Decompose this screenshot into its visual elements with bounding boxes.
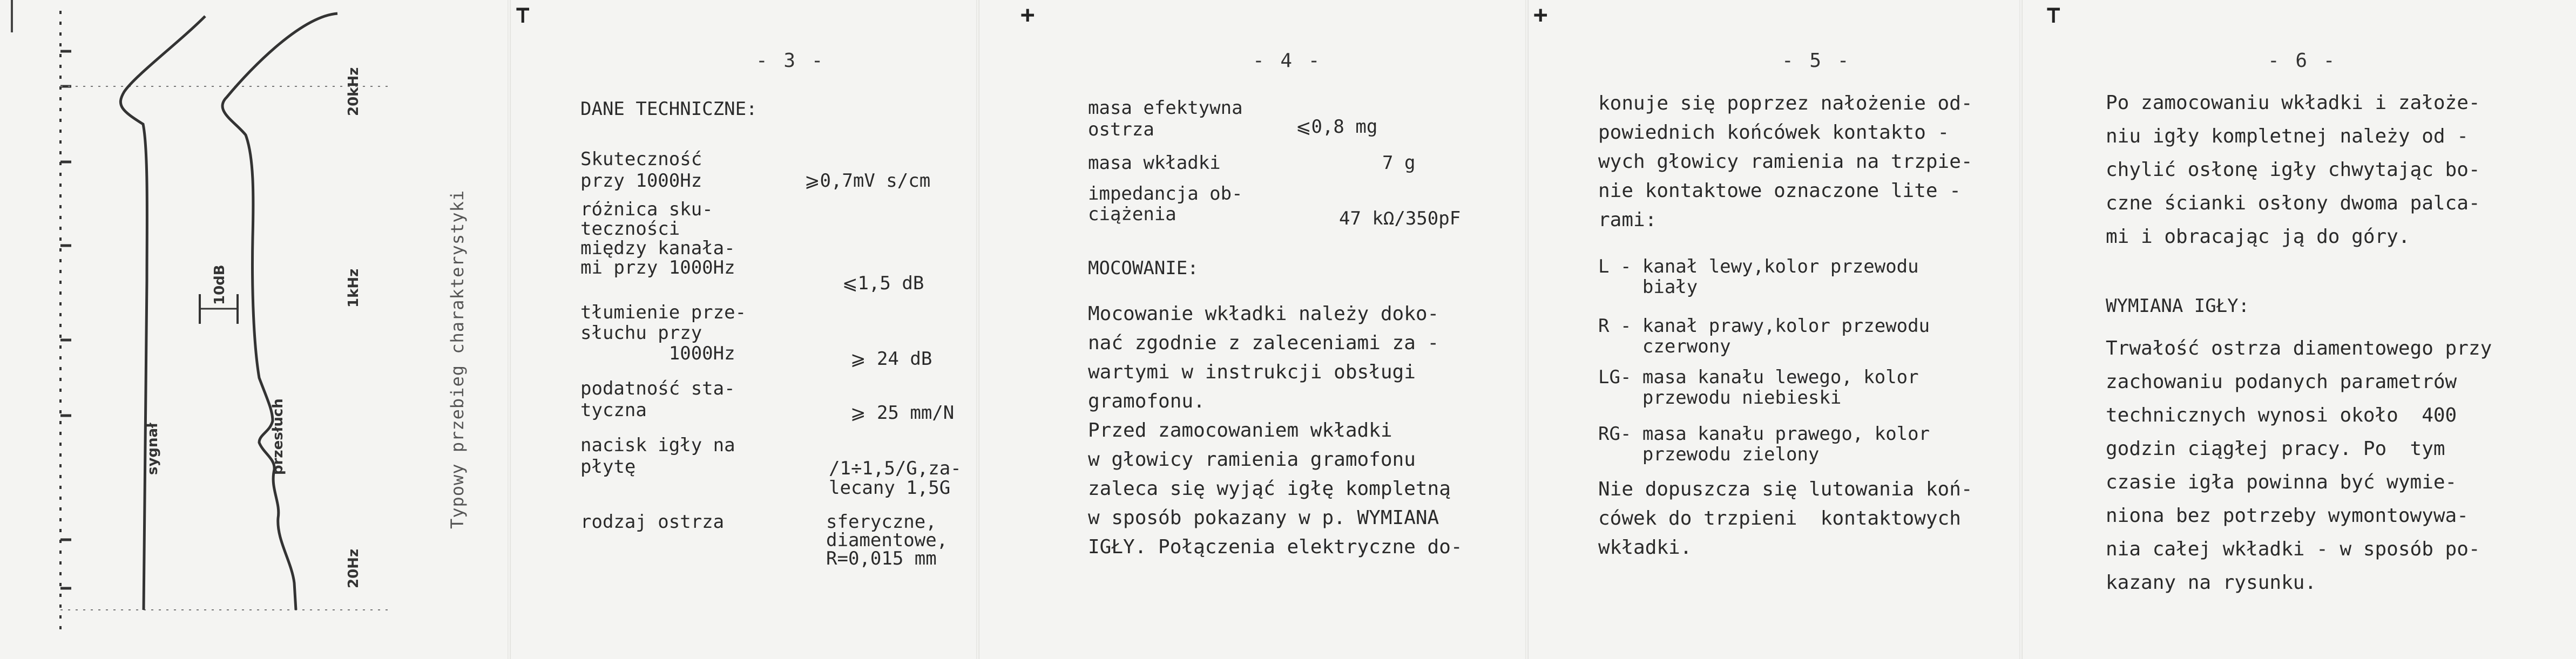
corner-mark: + <box>1020 1 1035 29</box>
spec-label: nacisk igły na płytę <box>580 434 735 478</box>
chart-caption: Typowy przebieg charakterystyki <box>447 189 468 529</box>
crosstalk-curve-label: przesłuch <box>270 398 286 475</box>
pin-list-item: L - kanał lewy,kolor przewodu biały <box>1598 256 1919 298</box>
spec-value: ⩽0,8 mg <box>1296 116 1378 138</box>
pin-list-item: RG- masa kanału prawego, kolor przewodu zielony <box>1598 423 1930 465</box>
freq-1khz-label: 1kHz <box>346 268 362 308</box>
fold-line <box>976 0 979 659</box>
mounting-followup-text: Po zamocowaniu wkładki i założe- niu igły kompletnej należy od - chylić osłonę igły chwytając bo- czne ścianki osłony dwoma palca- mi i obracając ją do góry. <box>2106 92 2480 248</box>
spec-label: impedancja ob- ciążenia <box>1088 183 1243 225</box>
spec-value: 7 g <box>1382 152 1416 174</box>
spec-value: /1÷1,5/G,za- lecany 1,5G <box>829 458 962 499</box>
connection-intro-text: konuje się poprzez nałożenie od- powiednich końcówek kontakto - wych głowicy ramienia na trzpie- nie kontaktowe oznaczone lite - rami: <box>1598 92 1973 231</box>
scale-10db-label: 10dB <box>212 264 228 305</box>
crosstalk-curve <box>222 13 337 610</box>
spec-label: tłumienie prze- słuchu przy 1000Hz <box>580 302 747 364</box>
needle-lifetime-text: Trwałość ostrza diamentowego przy zachowaniu podanych parametrów technicznych wynosi około 400 godzin ciągłej pracy. Po tym czasie igła powinna być wymie- niona bez potrzeby wymontowywa- nia całej wkładki - w sposób po- kazany na rysunku. <box>2106 337 2492 594</box>
section-heading-needle-replacement: WYMIANA IGŁY: <box>2106 295 2250 317</box>
spec-label: rodzaj ostrza <box>580 511 725 533</box>
pin-list-item: LG- masa kanału lewego, kolor przewodu niebieski <box>1598 366 1919 409</box>
spec-value: ⩾0,7mV s/cm <box>804 170 931 192</box>
freq-20hz-label: 20Hz <box>346 548 362 588</box>
corner-mark: + <box>1533 1 1548 29</box>
corner-mark: ⊤ <box>516 1 530 29</box>
spec-value: sferyczne, diamentowe, R=0,015 mm <box>826 511 948 569</box>
fold-line <box>2019 0 2023 659</box>
response-chart <box>0 0 508 659</box>
signal-curve-label: sygnał <box>145 423 161 475</box>
corner-mark: ⊤ <box>2046 1 2061 29</box>
spec-value: ⩽1,5 dB <box>842 273 924 294</box>
mounting-text: Mocowanie wkładki należy doko- nać zgodnie z zaleceniami za - wartymi w instrukcji obsługi gramofonu. Przed zamocowaniem wkładki w głowicy ramienia gramofonu zaleca się wyjąć igłę kompletną w sposób pokazany w p. WYMIANA IGŁY. Połączenia elektryczne do- <box>1088 303 1463 558</box>
spec-label: różnica sku- teczności między kanała- mi przy 1000Hz <box>580 199 735 278</box>
spec-value: ⩾ 25 mm/N <box>850 402 955 424</box>
page-number: - 4 - <box>1253 50 1322 72</box>
spec-label: Skuteczność przy 1000Hz <box>580 148 702 192</box>
fold-line <box>1525 0 1529 659</box>
page-number: - 6 - <box>2268 50 2337 72</box>
fold-line <box>508 0 511 659</box>
soldering-note: Nie dopuszcza się lutowania koń- cówek do trzpieni kontaktowych wkładki. <box>1598 478 1973 559</box>
page-number: - 3 - <box>756 50 826 72</box>
page-number: - 5 - <box>1782 50 1851 72</box>
pin-list-item: R - kanał prawy,kolor przewodu czerwony <box>1598 315 1930 357</box>
section-heading-mounting: MOCOWANIE: <box>1088 257 1199 279</box>
freq-20khz-label: 20kHz <box>346 67 362 116</box>
signal-curve <box>120 16 205 610</box>
spec-value: ⩾ 24 dB <box>850 348 932 370</box>
spec-value: 47 kΩ/350pF <box>1339 208 1461 229</box>
spec-label: masa efektywna ostrza <box>1088 97 1243 140</box>
response-chart-panel <box>0 0 508 659</box>
spec-label: masa wkładki <box>1088 152 1221 174</box>
section-heading-technical-data: DANE TECHNICZNE: <box>580 98 758 120</box>
spec-label: podatność sta- tyczna <box>580 378 735 421</box>
